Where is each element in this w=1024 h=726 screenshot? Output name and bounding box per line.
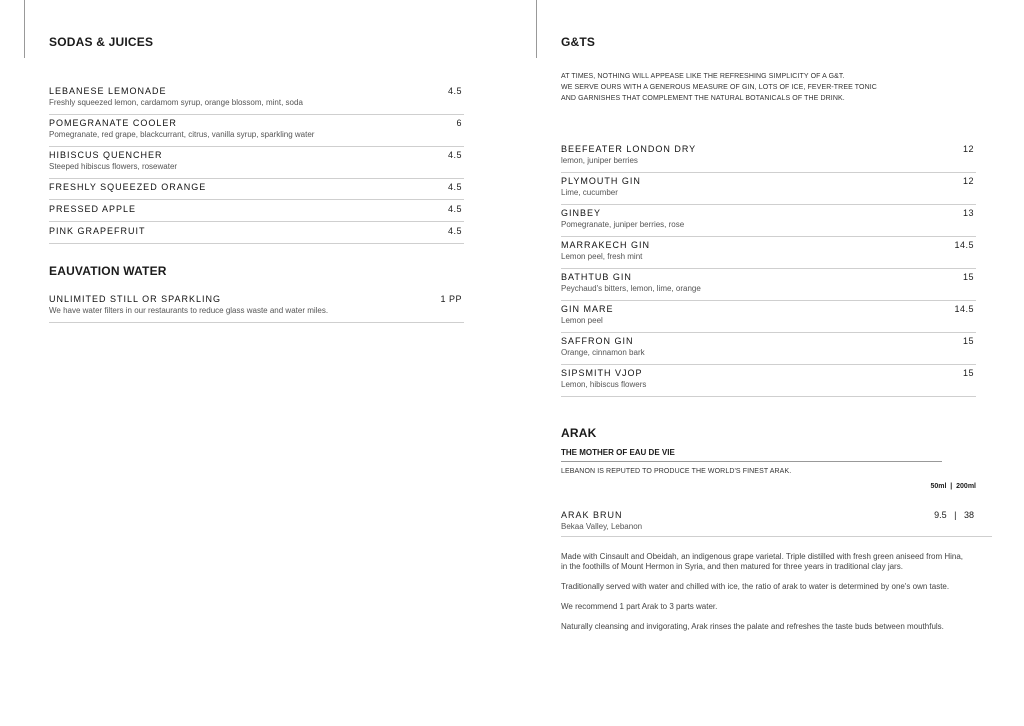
item-name: ARAK BRUN (561, 510, 623, 520)
item-price: 4.5 (447, 150, 462, 160)
item-name: PLYMOUTH GIN (561, 176, 641, 186)
item-price: 4.5 (447, 204, 462, 214)
gin-intro (561, 71, 976, 104)
item-name: GINBEY (561, 208, 602, 218)
item-desc: Lemon, hibiscus flowers (561, 380, 647, 389)
item-desc: Lemon peel, fresh mint (561, 252, 643, 261)
menu-item (561, 240, 976, 269)
item-name: PRESSED APPLE (49, 204, 137, 214)
menu-item (49, 182, 464, 200)
gin-intro-line: AT TIMES, NOTHING WILL APPEASE LIKE THE REFRESHING SIMPLICITY OF A G&T. (561, 73, 845, 80)
item-desc: Lemon peel (561, 316, 603, 325)
item-name: PINK GRAPEFRUIT (49, 226, 146, 236)
item-desc: Pomegranate, juniper berries, rose (561, 220, 685, 229)
right-page-border (536, 0, 537, 58)
item-name: LEBANESE LEMONADE (49, 86, 167, 96)
item-price: 4.5 (447, 182, 462, 192)
arak-subtitle: THE MOTHER OF EAU DE VIE (561, 448, 675, 457)
gin-heading: G&TS (561, 35, 596, 49)
item-price: 12 (962, 144, 974, 154)
menu-item (49, 86, 464, 115)
menu-item (49, 150, 464, 179)
arak-paragraph: Traditionally served with water and chilled with ice, the ratio of arak to water is determined by one's own taste. (561, 582, 950, 591)
item-name: GIN MARE (561, 304, 614, 314)
item-name: FRESHLY SQUEEZED ORANGE (49, 182, 207, 192)
item-price: 6 (456, 118, 462, 128)
item-price: 12 (962, 176, 974, 186)
arak-heading: ARAK (561, 426, 597, 440)
item-desc: Peychaud's bitters, lemon, lime, orange (561, 284, 701, 293)
water-list (49, 294, 464, 326)
item-price: 15 (962, 336, 974, 346)
menu-item (561, 208, 976, 237)
item-price: 1 PP (440, 294, 462, 304)
item-name: MARRAKECH GIN (561, 240, 651, 250)
item-desc: Lime, cucumber (561, 188, 618, 197)
item-price: 13 (962, 208, 974, 218)
arak-sizes: 50ml | 200ml (930, 483, 976, 490)
menu-item (561, 144, 976, 173)
gin-intro-line: WE SERVE OURS WITH A GENEROUS MEASURE OF GIN, LOTS OF ICE, FEVER-TREE TONIC (561, 84, 877, 91)
item-price: 15 (962, 272, 974, 282)
menu-item (561, 336, 976, 365)
item-price: 4.5 (447, 226, 462, 236)
item-name: POMEGRANATE COOLER (49, 118, 177, 128)
item-price: 9.5 | 38 (934, 510, 974, 520)
item-price: 14.5 (954, 304, 974, 314)
menu-item (561, 272, 976, 301)
item-desc: Bekaa Valley, Lebanon (561, 522, 643, 531)
menu-item (561, 176, 976, 205)
item-desc: We have water filters in our restaurants to reduce glass waste and water miles. (49, 306, 329, 315)
arak-intro: LEBANON IS REPUTED TO PRODUCE THE WORLD'S FINEST ARAK. (561, 468, 792, 475)
item-name: SAFFRON GIN (561, 336, 634, 346)
menu-item (49, 204, 464, 222)
arak-description (561, 552, 966, 642)
item-name: UNLIMITED STILL OR SPARKLING (49, 294, 222, 304)
item-desc: lemon, juniper berries (561, 156, 638, 165)
sodas-heading: SODAS & JUICES (49, 35, 154, 49)
gin-intro-line: AND GARNISHES THAT COMPLEMENT THE NATURAL BOTANICALS OF THE DRINK. (561, 95, 845, 102)
item-desc: Orange, cinnamon bark (561, 348, 645, 357)
item-desc: Pomegranate, red grape, blackcurrant, citrus, vanilla syrup, sparkling water (49, 130, 315, 139)
item-name: BATHTUB GIN (561, 272, 632, 282)
menu-item (561, 510, 992, 537)
item-desc: Steeped hibiscus flowers, rosewater (49, 162, 178, 171)
item-name: SIPSMITH VJOP (561, 368, 643, 378)
sodas-list (49, 86, 464, 248)
arak-divider (561, 461, 942, 462)
item-desc: Freshly squeezed lemon, cardamom syrup, orange blossom, mint, soda (49, 98, 303, 107)
water-heading: EAUVATION WATER (49, 264, 167, 278)
arak-paragraph: Naturally cleansing and invigorating, Arak rinses the palate and refreshes the taste buds between mouthfuls. (561, 622, 944, 631)
menu-item (49, 226, 464, 244)
gin-list (561, 144, 976, 400)
item-name: HIBISCUS QUENCHER (49, 150, 163, 160)
menu-item (561, 368, 976, 397)
arak-paragraph: Made with Cinsault and Obeidah, an indigenous grape varietal. Triple distilled with fresh green aniseed from Hina, in the foothills of Mount Hermon in Syria, and then matured for three years in traditional clay jars. (561, 552, 964, 571)
item-price: 14.5 (954, 240, 974, 250)
item-price: 15 (962, 368, 974, 378)
item-name: BEEFEATER LONDON DRY (561, 144, 697, 154)
arak-paragraph: We recommend 1 part Arak to 3 parts water. (561, 602, 718, 611)
menu-item (561, 304, 976, 333)
menu-item (49, 294, 464, 323)
left-page-border (24, 0, 25, 58)
menu-item (49, 118, 464, 147)
item-price: 4.5 (447, 86, 462, 96)
